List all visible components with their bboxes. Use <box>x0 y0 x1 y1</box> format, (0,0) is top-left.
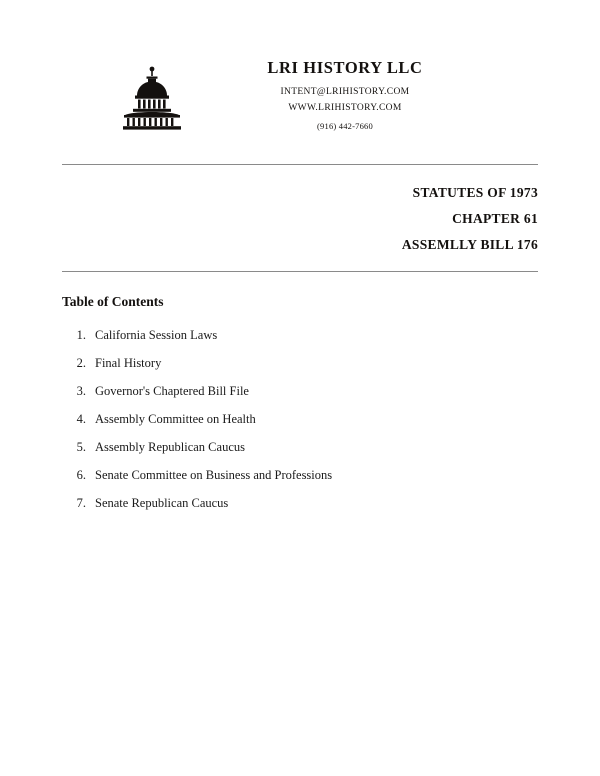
list-item[interactable] <box>62 356 600 371</box>
bill-number: ASSEMLLY BILL 176 <box>401 237 538 252</box>
organization-name: LRI HISTORY LLC <box>267 58 423 77</box>
list-item-number: 5. <box>76 440 86 454</box>
list-item-number: 6. <box>76 468 86 482</box>
organization-website: WWW.LRIHISTORY.COM <box>288 103 402 113</box>
table-of-contents <box>0 272 600 511</box>
list-item-label: Final History <box>95 356 162 370</box>
organization-block <box>195 58 495 131</box>
list-item-number: 2. <box>76 356 86 370</box>
list-item[interactable] <box>62 328 600 343</box>
list-item-label: California Session Laws <box>95 328 218 342</box>
list-item-number: 4. <box>76 412 86 426</box>
table-of-contents-title: Table of Contents <box>62 294 164 309</box>
list-item-label: Senate Republican Caucus <box>95 496 229 510</box>
list-item[interactable] <box>62 412 600 427</box>
list-item[interactable] <box>62 468 600 483</box>
letterhead <box>0 0 600 132</box>
statutes-year: STATUTES OF 1973 <box>412 185 538 200</box>
list-item-label: Governor's Chaptered Bill File <box>95 384 249 398</box>
organization-email: INTENT@LRIHISTORY.COM <box>280 87 410 97</box>
organization-phone: (916) 442-7660 <box>317 121 373 131</box>
list-item-label: Assembly Committee on Health <box>95 412 256 426</box>
statute-heading <box>0 165 600 253</box>
list-item-number: 7. <box>76 496 86 510</box>
list-item[interactable] <box>62 496 600 511</box>
list-item-number: 1. <box>76 328 86 342</box>
chapter-number: CHAPTER 61 <box>452 211 538 226</box>
list-item-label: Senate Committee on Business and Professions <box>95 468 333 482</box>
list-item-number: 3. <box>76 384 86 398</box>
list-item[interactable] <box>62 440 600 455</box>
list-item-label: Assembly Republican Caucus <box>95 440 245 454</box>
table-of-contents-list <box>62 328 600 511</box>
capitol-dome-icon <box>115 62 189 132</box>
list-item[interactable] <box>62 384 600 399</box>
